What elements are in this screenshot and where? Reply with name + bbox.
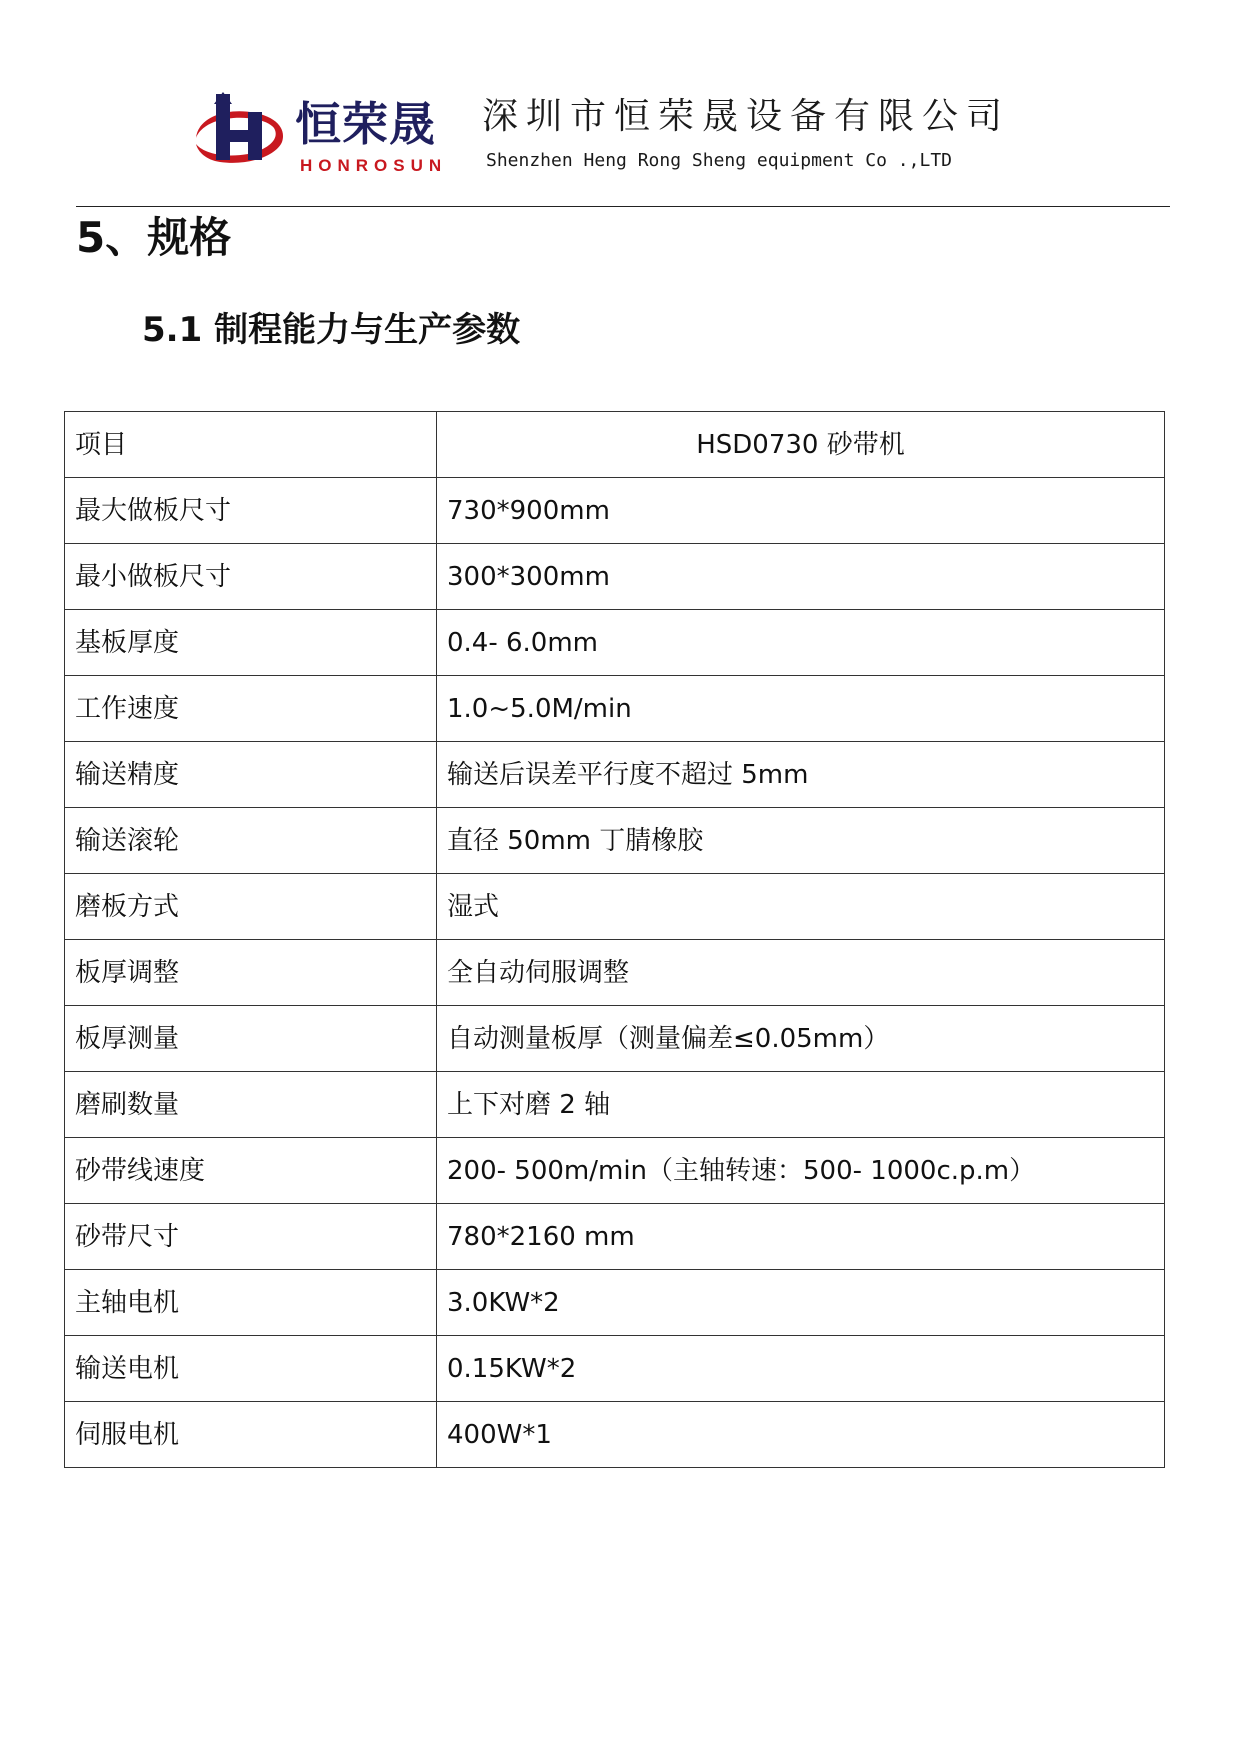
row-name-cell: 基板厚度 <box>65 610 437 676</box>
table-row <box>65 1138 1165 1204</box>
row-value-cell: 自动测量板厚（测量偏差≤0.05mm） <box>437 1006 1165 1072</box>
table-row <box>65 544 1165 610</box>
row-value-cell: 1.0~5.0M/min <box>437 676 1165 742</box>
row-name-cell: 板厚调整 <box>65 940 437 1006</box>
row-value-cell: 3.0KW*2 <box>437 1270 1165 1336</box>
table-row <box>65 742 1165 808</box>
row-name-cell: 砂带尺寸 <box>65 1204 437 1270</box>
row-value-cell: 300*300mm <box>437 544 1165 610</box>
table-row <box>65 1336 1165 1402</box>
row-value-cell: 全自动伺服调整 <box>437 940 1165 1006</box>
section-heading: 5、规格 <box>76 213 232 262</box>
row-value-cell: 0.4- 6.0mm <box>437 610 1165 676</box>
row-value-cell: 400W*1 <box>437 1402 1165 1468</box>
table-row <box>65 1402 1165 1468</box>
row-name-cell: 主轴电机 <box>65 1270 437 1336</box>
table-row <box>65 610 1165 676</box>
row-value-cell: 730*900mm <box>437 478 1165 544</box>
row-name-cell: 磨刷数量 <box>65 1072 437 1138</box>
honrosun-logo-icon <box>190 92 290 178</box>
table-row <box>65 1270 1165 1336</box>
row-value-cell: 湿式 <box>437 874 1165 940</box>
row-name-cell: 输送精度 <box>65 742 437 808</box>
table-row <box>65 1072 1165 1138</box>
table-row <box>65 478 1165 544</box>
table-row <box>65 874 1165 940</box>
brand-name-en: HONROSUN <box>300 156 448 175</box>
row-name-cell: 最小做板尺寸 <box>65 544 437 610</box>
company-name-en: Shenzhen Heng Rong Sheng equipment Co .,LTD <box>486 150 952 171</box>
table-row <box>65 808 1165 874</box>
row-name-cell: 砂带线速度 <box>65 1138 437 1204</box>
row-value-cell: 0.15KW*2 <box>437 1336 1165 1402</box>
row-name-cell: 磨板方式 <box>65 874 437 940</box>
company-name-cn: 深圳市恒荣晟设备有限公司 <box>482 96 1011 137</box>
header-value-cell: HSD0730 砂带机 <box>437 412 1165 478</box>
row-value-cell: 200- 500m/min（主轴转速：500- 1000c.p.m） <box>437 1138 1165 1204</box>
header-divider <box>76 206 1170 207</box>
table-row <box>65 1006 1165 1072</box>
row-value-cell: 780*2160 mm <box>437 1204 1165 1270</box>
row-name-cell: 板厚测量 <box>65 1006 437 1072</box>
brand-name-cn: 恒荣晟 <box>295 97 436 151</box>
row-value-cell: 输送后误差平行度不超过 5mm <box>437 742 1165 808</box>
table-row <box>65 676 1165 742</box>
row-name-cell: 输送滚轮 <box>65 808 437 874</box>
letterhead <box>190 92 1050 182</box>
table-row <box>65 940 1165 1006</box>
row-name-cell: 工作速度 <box>65 676 437 742</box>
table-header-row <box>65 412 1165 478</box>
header-name-cell: 项目 <box>65 412 437 478</box>
row-name-cell: 最大做板尺寸 <box>65 478 437 544</box>
row-value-cell: 上下对磨 2 轴 <box>437 1072 1165 1138</box>
row-value-cell: 直径 50mm 丁腈橡胶 <box>437 808 1165 874</box>
row-name-cell: 伺服电机 <box>65 1402 437 1468</box>
subsection-heading: 5.1 制程能力与生产参数 <box>142 310 521 350</box>
table-row <box>65 1204 1165 1270</box>
spec-table <box>64 411 1165 1468</box>
row-name-cell: 输送电机 <box>65 1336 437 1402</box>
